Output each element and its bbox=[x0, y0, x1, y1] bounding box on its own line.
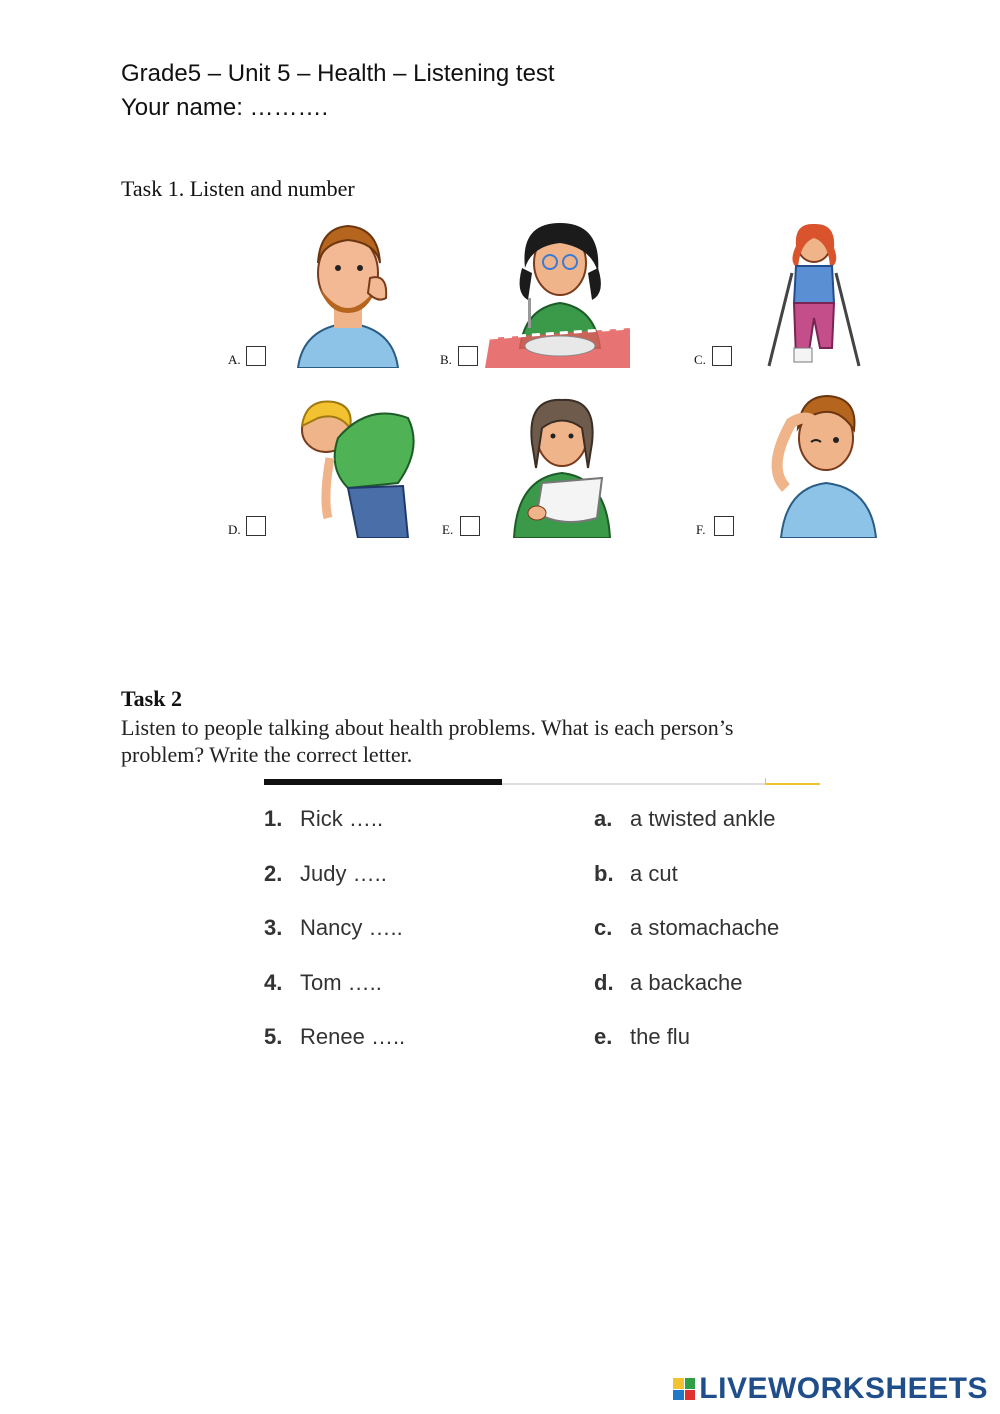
picture-c bbox=[694, 218, 894, 368]
task2-heading: Task 2 bbox=[121, 686, 182, 711]
picture-e-label: E. bbox=[442, 522, 454, 537]
picture-a-label: A. bbox=[228, 352, 241, 367]
picture-a bbox=[228, 218, 428, 368]
task2-instruction: Listen to people talking about health problems. What is each person’s problem? Write the correct letter. bbox=[121, 715, 734, 767]
header-title: Grade5 – Unit 5 – Health – Listening test bbox=[121, 60, 555, 87]
person-name[interactable]: Judy ….. bbox=[300, 861, 387, 886]
problem-row bbox=[594, 806, 776, 832]
person-row bbox=[264, 915, 403, 941]
person-number: 1. bbox=[264, 806, 283, 831]
person-row bbox=[264, 861, 387, 887]
person-number: 3. bbox=[264, 915, 283, 940]
person-number: 5. bbox=[264, 1024, 283, 1049]
picture-d bbox=[228, 388, 428, 538]
problem-text: a stomachache bbox=[630, 915, 780, 940]
problem-row bbox=[594, 861, 678, 887]
picture-f-answer-box[interactable] bbox=[714, 516, 734, 536]
picture-d-answer-box[interactable] bbox=[246, 516, 266, 536]
picture-e bbox=[442, 388, 642, 538]
picture-b-answer-box[interactable] bbox=[458, 346, 478, 366]
picture-f bbox=[696, 388, 896, 538]
person-name[interactable]: Renee ….. bbox=[300, 1024, 406, 1049]
problem-letter: a. bbox=[594, 806, 613, 831]
picture-b bbox=[440, 218, 640, 368]
person-number: 4. bbox=[264, 970, 283, 995]
picture-e-answer-box[interactable] bbox=[460, 516, 480, 536]
headache-illustration bbox=[736, 388, 896, 538]
problem-row bbox=[594, 1024, 690, 1050]
liveworksheets-logo-icon bbox=[673, 1378, 695, 1400]
person-row bbox=[264, 1024, 405, 1050]
person-row bbox=[264, 970, 382, 996]
divider-dark bbox=[264, 779, 502, 785]
backache-illustration bbox=[268, 388, 428, 538]
person-name[interactable]: Nancy ….. bbox=[300, 915, 403, 940]
problem-letter: b. bbox=[594, 861, 614, 886]
liveworksheets-logo-text: LIVEWORKSHEETS bbox=[699, 1372, 988, 1405]
problem-letter: e. bbox=[594, 1024, 613, 1049]
divider-accent bbox=[765, 778, 820, 785]
problem-letter: c. bbox=[594, 915, 613, 940]
student-name-line: Your name: ………. bbox=[121, 94, 329, 121]
picture-c-label: C. bbox=[694, 352, 706, 367]
problem-text: a backache bbox=[630, 970, 743, 995]
cut-finger-illustration bbox=[480, 218, 640, 368]
toothache-illustration bbox=[268, 218, 428, 368]
picture-d-label: D. bbox=[228, 522, 241, 537]
picture-b-label: B. bbox=[440, 352, 452, 367]
picture-f-label: F. bbox=[696, 522, 706, 537]
picture-c-answer-box[interactable] bbox=[712, 346, 732, 366]
problem-letter: d. bbox=[594, 970, 614, 995]
problem-row bbox=[594, 915, 779, 941]
liveworksheets-logo bbox=[673, 1372, 988, 1406]
task1-heading: Task 1. Listen and number bbox=[121, 176, 355, 201]
person-name[interactable]: Tom ….. bbox=[300, 970, 382, 995]
problem-text: the flu bbox=[630, 1024, 690, 1049]
problem-row bbox=[594, 970, 743, 996]
twisted-ankle-illustration bbox=[734, 218, 894, 368]
person-number: 2. bbox=[264, 861, 283, 886]
picture-a-answer-box[interactable] bbox=[246, 346, 266, 366]
arm-sling-illustration bbox=[482, 388, 642, 538]
problem-text: a cut bbox=[630, 861, 678, 886]
person-row bbox=[264, 806, 383, 832]
problem-text: a twisted ankle bbox=[630, 806, 776, 831]
person-name[interactable]: Rick ….. bbox=[300, 806, 384, 831]
